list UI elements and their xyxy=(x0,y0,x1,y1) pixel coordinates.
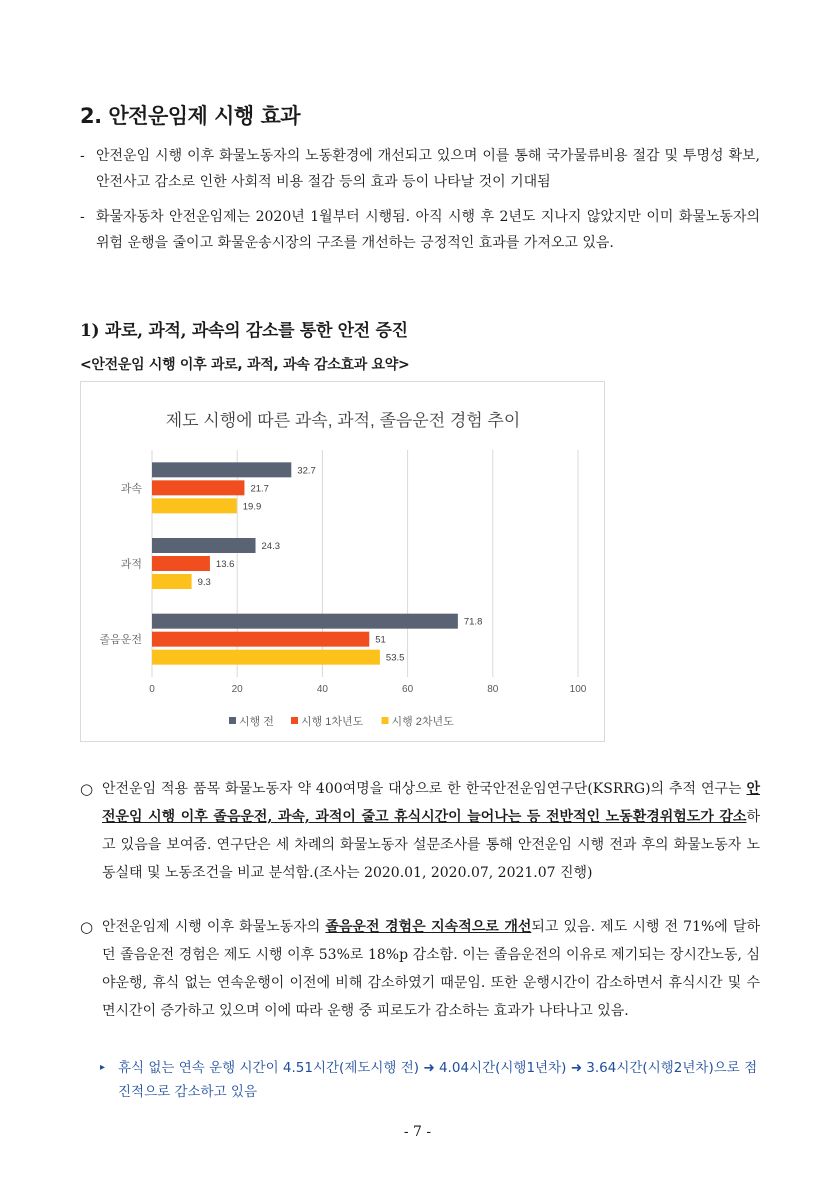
category-label: 졸음운전 xyxy=(99,634,142,647)
category-label: 과속 xyxy=(120,482,142,495)
dash-marker: - xyxy=(80,148,85,164)
legend-label: 시행 2차년도 xyxy=(391,716,454,728)
x-tick-label: 80 xyxy=(487,684,499,695)
bar xyxy=(152,480,244,495)
bar xyxy=(152,498,237,513)
triangle-bullet-icon: ▸ xyxy=(100,1062,106,1073)
bar xyxy=(152,538,256,553)
dash-text: 화물자동차 안전운임제는 2020년 1월부터 시행됨. 아직 시행 후 2년도 지나지 않았지만 이미 화물노동자의 위험 운행을 줄이고 화물운송시장의 구조를 개선하는 긍정적인 효과를 가져오고 있음. xyxy=(96,209,760,251)
bar xyxy=(152,650,380,665)
bar xyxy=(152,556,210,571)
legend-swatch xyxy=(382,717,389,724)
dash-item-1 xyxy=(80,143,760,195)
paragraph-2-text xyxy=(102,913,760,1025)
legend-label: 시행 1차년도 xyxy=(301,716,364,728)
x-tick-label: 40 xyxy=(316,684,328,695)
data-label: 32.7 xyxy=(297,465,316,477)
bar xyxy=(152,632,369,647)
data-label: 21.7 xyxy=(250,483,269,495)
para2-highlight: 졸음운전 경험은 지속적으로 개선 xyxy=(325,919,532,935)
data-label: 13.6 xyxy=(215,559,235,570)
data-label: 19.9 xyxy=(242,501,262,513)
category-label: 과적 xyxy=(120,558,142,571)
chart-caption: <안전운임 시행 이후 과로, 과적, 과속 감소효과 요약> xyxy=(80,357,410,373)
bullet-text: 휴식 없는 연속 운행 시간이 4.51시간(제도시행 전) ➜ 4.04시간(시행1년차) ➜ 3.64시간(시행2년차)으로 점진적으로 감소하고 있음 xyxy=(118,1060,758,1100)
bar xyxy=(152,462,291,477)
bar xyxy=(152,574,192,589)
bar xyxy=(152,614,458,629)
paragraph-1-text xyxy=(102,775,760,887)
section-title: 2. 안전운임제 시행 효과 xyxy=(80,104,301,128)
bar-chart xyxy=(81,382,604,741)
legend-swatch xyxy=(291,717,298,724)
subsection-title: 1) 과로, 과적, 과속의 감소를 통한 안전 증진 xyxy=(80,321,408,341)
data-label: 71.8 xyxy=(463,616,483,628)
x-tick-label: 100 xyxy=(569,684,587,695)
data-label: 9.3 xyxy=(197,577,211,588)
dash-item-2 xyxy=(80,204,760,256)
data-label: 51 xyxy=(375,634,386,646)
para2-part-a: 안전운임제 시행 이후 화물노동자의 xyxy=(102,919,326,935)
paragraph-1 xyxy=(80,775,760,887)
para1-highlight: 안전운임 시행 이후 졸음운전, 과속, 과적이 줄고 휴식시간이 늘어나는 등 전반적인 노동환경위험도가 감소 xyxy=(102,781,760,825)
para1-part-a: 안전운임 적용 품목 화물노동자 약 400여명을 대상으로 한 한국안전운임연구단(KSRRG)의 추적 연구는 xyxy=(102,781,747,797)
page-number: - 7 - xyxy=(403,1124,432,1140)
data-label: 24.3 xyxy=(261,541,281,552)
para1-part-c: 하고 있음을 보여줌. 연구단은 세 차례의 화물노동자 설문조사를 통해 안전운임 시행 전과 후의 화물노동자 노동실태 및 노동조건을 비교 분석함.(조사는 2020.01, 2020.07, 2021.07 진행) xyxy=(102,809,760,881)
legend-swatch xyxy=(229,717,236,724)
x-tick-label: 20 xyxy=(231,684,243,695)
circle-marker: ○ xyxy=(80,780,94,798)
chart-title: 제도 시행에 따른 과속, 과적, 졸음운전 경험 추이 xyxy=(165,411,521,430)
legend-label: 시행 전 xyxy=(239,716,274,728)
dash-text: 안전운임 시행 이후 화물노동자의 노동환경에 개선되고 있으며 이를 통해 국가물류비용 절감 및 투명성 확보, 안전사고 감소로 인한 사회적 비용 절감 등의 효과 등이 나타날 것이 기대됨 xyxy=(96,148,760,190)
dash-marker: - xyxy=(80,209,85,225)
chart-container xyxy=(80,381,605,742)
bullet-item xyxy=(100,1056,760,1104)
circle-marker: ○ xyxy=(80,918,94,936)
para2-part-c: 되고 있음. 제도 시행 전 71%에 달하던 졸음운전 경험은 제도 시행 이후 53%로 18%p 감소함. 이는 졸음운전의 이유로 제기되는 장시간노동, 심야운행, 휴식 없는 연속운행이 이전에 비해 감소하였기 때문임. 또한 운행시간이 감소하면서 휴식시간 및 수면시간이 증가하고 있으며 이에 따라 운행 중 피로도가 감소하는 효과가 나타나고 있음. xyxy=(102,919,760,1019)
paragraph-2 xyxy=(80,913,760,1025)
data-label: 53.5 xyxy=(385,652,405,664)
x-tick-label: 0 xyxy=(149,684,155,695)
x-tick-label: 60 xyxy=(402,684,414,695)
